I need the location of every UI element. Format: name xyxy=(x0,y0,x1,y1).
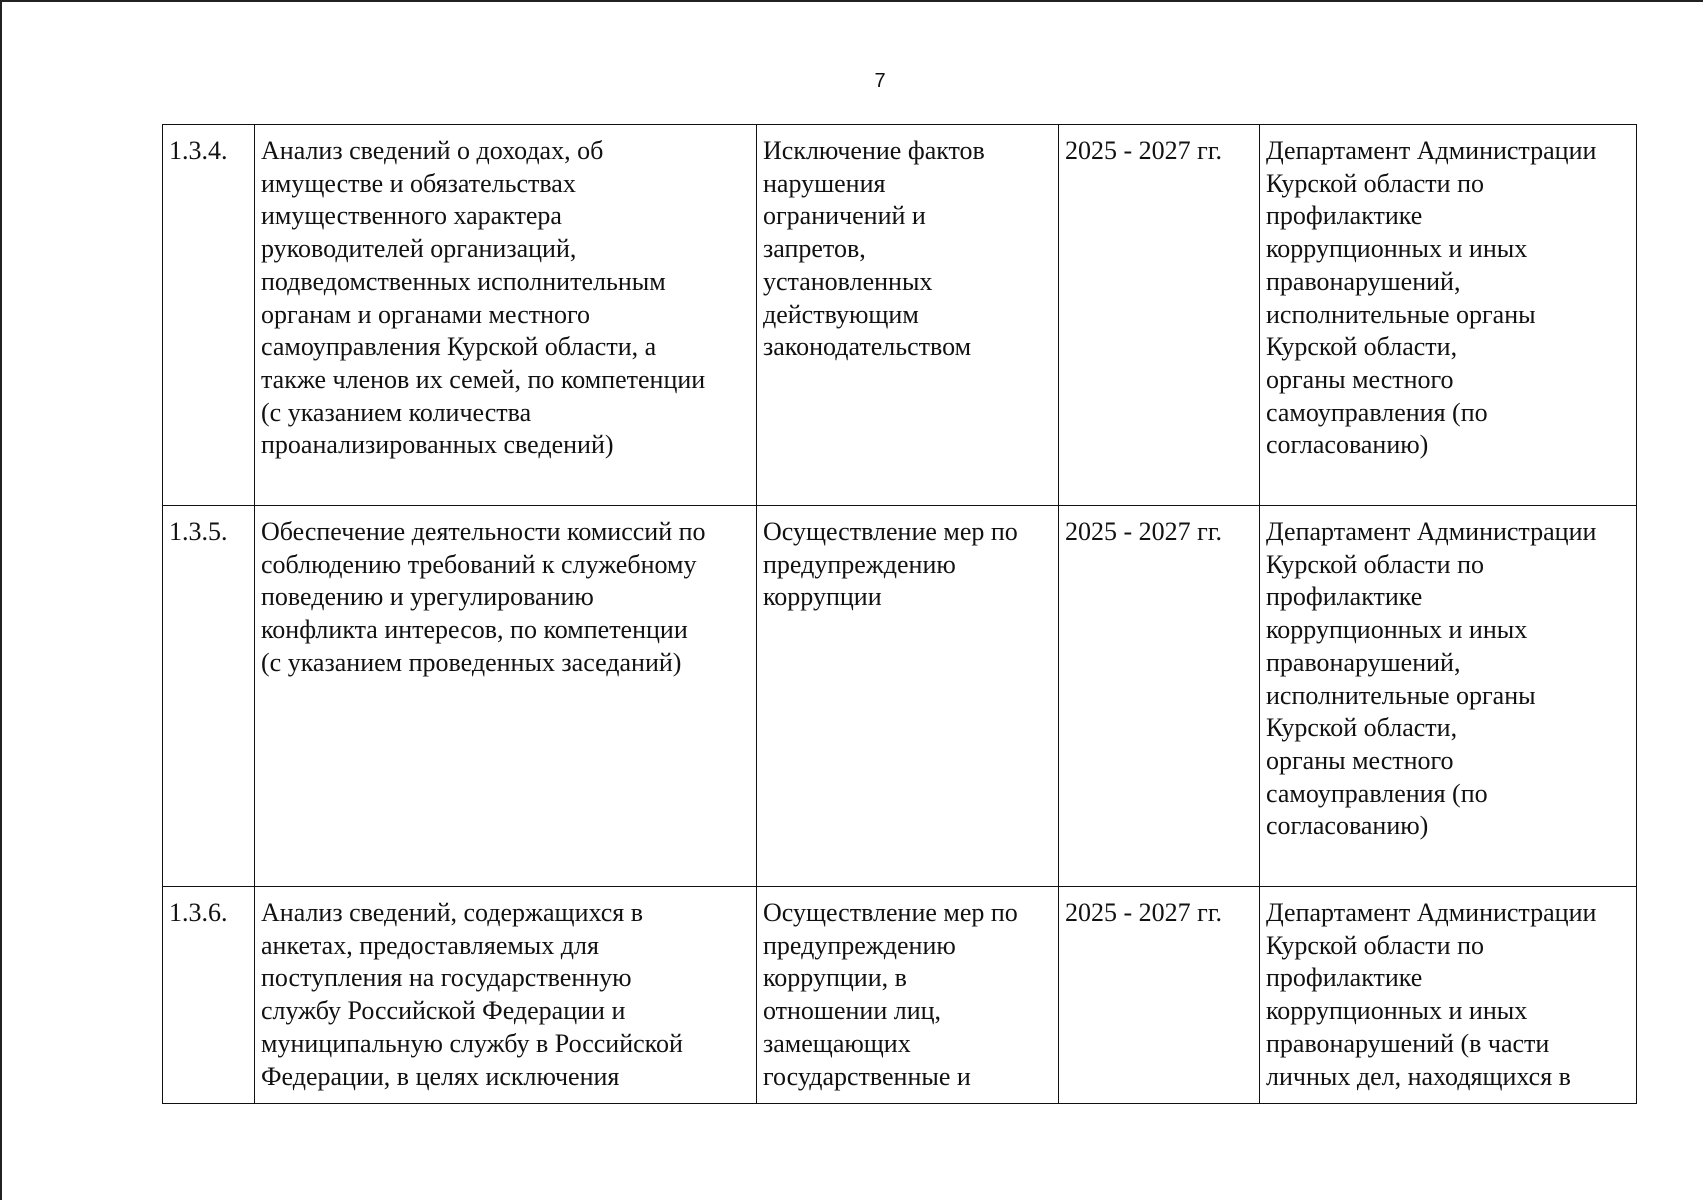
term-cell: 2025 - 2027 гг. xyxy=(1059,506,1260,887)
cell-text-line: законодательством xyxy=(763,332,972,362)
cell-text-line: правонарушений, xyxy=(1266,266,1461,296)
cell-text-line: органы местного xyxy=(1266,745,1454,775)
cell-text-line: исполнительные органы xyxy=(1266,680,1536,710)
cell-text-line: самоуправления Курской области, а xyxy=(261,332,657,362)
table-row xyxy=(163,887,1637,1104)
term-cell: 2025 - 2027 гг. xyxy=(1059,887,1260,1104)
cell-text-line: Департамент Администрации xyxy=(1266,898,1597,927)
cell-text-line: проанализированных сведений) xyxy=(261,430,614,460)
cell-text-line: действующим xyxy=(763,299,919,329)
cell-text-line: Департамент Администрации xyxy=(1266,136,1597,165)
cell-text-line: поступления на государственную xyxy=(261,963,632,993)
cell-text-line: имущественного характера xyxy=(261,201,562,231)
cell-text-line: установленных xyxy=(763,266,933,296)
cell-text-line: правонарушений, xyxy=(1266,647,1461,677)
cell-text-line: коррупции xyxy=(763,582,882,612)
action-cell xyxy=(255,125,757,506)
cell-text-line: предупреждению xyxy=(763,930,956,960)
cell-text-line: органам и органами местного xyxy=(261,299,591,329)
cell-text-line: замещающих xyxy=(763,1028,911,1058)
cell-text-line: Курской области по xyxy=(1266,930,1484,960)
cell-text-line: Анализ сведений о доходах, об xyxy=(261,136,604,165)
cell-text-line: Курской области, xyxy=(1266,332,1458,362)
cell-text-line: поведению и урегулированию xyxy=(261,582,594,612)
cell-text-line: ограничений и xyxy=(763,201,926,231)
table-row xyxy=(163,506,1637,887)
cell-text-line: Обеспечение деятельности комиссий по xyxy=(261,517,706,546)
action-cell xyxy=(255,887,757,1104)
cell-text-line: согласованию) xyxy=(1266,430,1429,460)
item-number-cell: 1.3.4. xyxy=(163,125,255,506)
cell-text-line: исполнительные органы xyxy=(1266,299,1536,329)
cell-text-line: также членов их семей, по компетенции xyxy=(261,364,706,394)
cell-text-line: органы местного xyxy=(1266,364,1454,394)
item-number-cell: 1.3.6. xyxy=(163,887,255,1104)
cell-text-line: муниципальную службу в Российской xyxy=(261,1028,683,1058)
cell-text-line: государственные и xyxy=(763,1061,971,1091)
cell-text-line: подведомственных исполнительным xyxy=(261,266,666,296)
page-number: 7 xyxy=(874,70,886,92)
scan-edge-left xyxy=(0,0,2,1200)
cell-text-line: самоуправления (по xyxy=(1266,778,1488,808)
cell-text-line: профилактике xyxy=(1266,963,1423,993)
cell-text-line: коррупции, в xyxy=(763,963,907,993)
cell-text-line: Курской области по xyxy=(1266,549,1484,579)
cell-text-line: профилактике xyxy=(1266,201,1423,231)
cell-text-line: Исключение фактов xyxy=(763,136,985,165)
cell-text-line: согласованию) xyxy=(1266,811,1429,841)
cell-text-line: Анализ сведений, содержащихся в xyxy=(261,898,644,927)
cell-text-line: руководителей организаций, xyxy=(261,234,577,264)
cell-text-line: конфликта интересов, по компетенции xyxy=(261,615,688,645)
cell-text-line: Курской области, xyxy=(1266,713,1458,743)
cell-text-line: службу Российской Федерации и xyxy=(261,996,626,1026)
cell-text-line: Курской области по xyxy=(1266,168,1484,198)
cell-text-line: анкетах, предоставляемых для xyxy=(261,930,599,960)
scan-edge-top xyxy=(0,0,1703,2)
responsible-cell xyxy=(1260,125,1637,506)
cell-text-line: имуществе и обязательствах xyxy=(261,168,576,198)
responsible-cell xyxy=(1260,887,1637,1104)
cell-text-line: соблюдению требований к служебному xyxy=(261,549,697,579)
item-number-cell: 1.3.5. xyxy=(163,506,255,887)
term-cell: 2025 - 2027 гг. xyxy=(1059,125,1260,506)
cell-text-line: профилактике xyxy=(1266,582,1423,612)
table-row xyxy=(163,125,1637,506)
cell-text-line: Осуществление мер по xyxy=(763,517,1018,546)
plan-table xyxy=(162,124,1637,1104)
cell-text-line: самоуправления (по xyxy=(1266,397,1488,427)
action-cell xyxy=(255,506,757,887)
cell-text-line: предупреждению xyxy=(763,549,956,579)
responsible-cell xyxy=(1260,506,1637,887)
cell-text-line: личных дел, находящихся в xyxy=(1266,1061,1571,1091)
cell-text-line: коррупционных и иных xyxy=(1266,234,1528,264)
cell-text-line: правонарушений (в части xyxy=(1266,1028,1550,1058)
result-cell xyxy=(757,506,1059,887)
result-cell xyxy=(757,125,1059,506)
cell-text-line: (с указанием проведенных заседаний) xyxy=(261,647,682,677)
cell-text-line: Департамент Администрации xyxy=(1266,517,1597,546)
cell-text-line: Осуществление мер по xyxy=(763,898,1018,927)
cell-text-line: запретов, xyxy=(763,234,866,264)
cell-text-line: коррупционных и иных xyxy=(1266,996,1528,1026)
result-cell xyxy=(757,887,1059,1104)
cell-text-line: коррупционных и иных xyxy=(1266,615,1528,645)
cell-text-line: (с указанием количества xyxy=(261,397,532,427)
cell-text-line: нарушения xyxy=(763,168,886,198)
cell-text-line: отношении лиц, xyxy=(763,996,942,1026)
cell-text-line: Федерации, в целях исключения xyxy=(261,1061,620,1091)
